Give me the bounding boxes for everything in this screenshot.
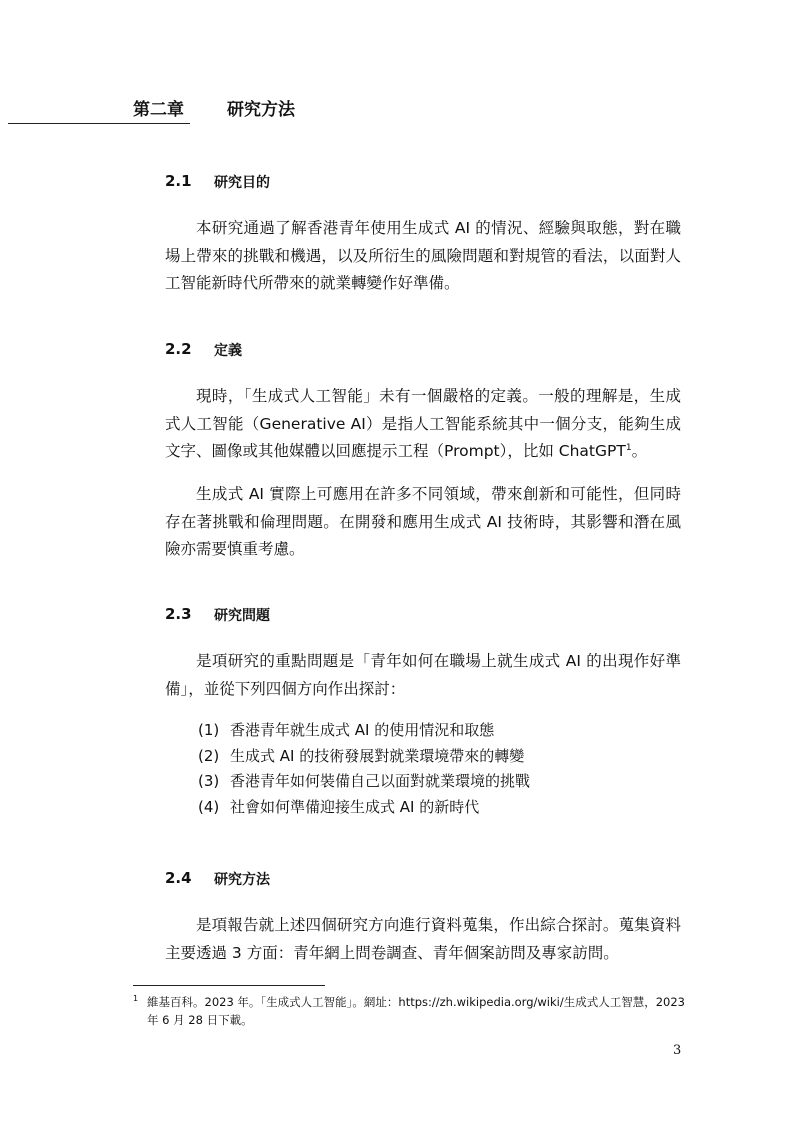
paragraph-end: 。 — [631, 442, 648, 460]
paragraph: 是項報告就上述四個研究方向進行資料蒐集，作出綜合探討。蒐集資料主要透過 3 方面：青年網上問卷調查、青年個案訪問及專家訪問。 — [165, 916, 681, 962]
paragraph — [165, 383, 681, 466]
list-item — [198, 718, 688, 744]
research-question-list — [198, 718, 688, 820]
list-item — [198, 744, 688, 770]
list-item-text: 香港青年就生成式 AI 的使用情況和取態 — [230, 721, 495, 739]
paragraph: 本研究通過了解香港青年使用生成式 AI 的情況、經驗與取態，對在職場上帶來的挑戰和機遇，以及所衍生的風險問題和對規管的看法，以面對人工智能新時代所帶來的就業轉變作好準備。 — [165, 219, 681, 292]
section-number: 2.2 — [165, 340, 192, 358]
list-item-number: (1) — [198, 721, 220, 739]
footnote-separator — [133, 985, 325, 986]
chapter-label: 第二章 — [133, 100, 184, 120]
list-item-number: (4) — [198, 797, 220, 816]
paragraph-text: 現時，「生成式人工智能」未有一個嚴格的定義。一般的理解是，生成式人工智能（Generative AI）是指人工智能系統其中一個分支，能夠生成文字、圖像或其他媒體以回應提示工程（Prompt），比如 ChatGPT — [165, 387, 681, 460]
section-title: 定義 — [214, 343, 242, 359]
list-item — [198, 795, 688, 821]
list-item-text: 香港青年如何裝備自己以面對就業環境的挑戰 — [230, 772, 531, 790]
footnote-text: 維基百科。2023 年。「生成式人工智能」。網址：https://zh.wikipedia.org/wiki/生成式人工智慧，2023 年 6 月 28 日下載。 — [147, 995, 685, 1027]
section-number: 2.3 — [165, 605, 192, 623]
list-item-number: (3) — [198, 772, 220, 790]
section-title: 研究方法 — [214, 872, 270, 888]
paragraph: 生成式 AI 實際上可應用在許多不同領域，帶來創新和可能性，但同時存在著挑戰和倫理問題。在開發和應用生成式 AI 技術時，其影響和潛在風險亦需要慎重考慮。 — [165, 485, 681, 558]
footnote-reference[interactable]: 1 — [625, 442, 632, 453]
section-number: 2.4 — [165, 869, 192, 887]
list-item-text: 生成式 AI 的技術發展對就業環境帶來的轉變 — [230, 746, 525, 765]
list-item-number: (2) — [198, 746, 220, 765]
chapter-title: 研究方法 — [227, 100, 295, 120]
footnote: $^1$ 維基百科。2023 年。「生成式人工智能」。網址：https://zh.wikipedia.org/wiki/生成式人工智慧，2023 年 6 月 28 日下載。 — [133, 994, 685, 1027]
list-item — [198, 769, 688, 795]
page-number: 3 — [673, 1043, 682, 1058]
paragraph: 是項研究的重點問題是「青年如何在職場上就生成式 AI 的出現作好準備」，並從下列四個方向作出探討： — [165, 652, 681, 698]
section-number: 2.1 — [165, 172, 192, 190]
section-title: 研究問題 — [214, 608, 270, 624]
chapter-underline — [8, 123, 190, 124]
list-item-text: 社會如何準備迎接生成式 AI 的新時代 — [230, 797, 480, 816]
section-title: 研究目的 — [214, 175, 270, 191]
